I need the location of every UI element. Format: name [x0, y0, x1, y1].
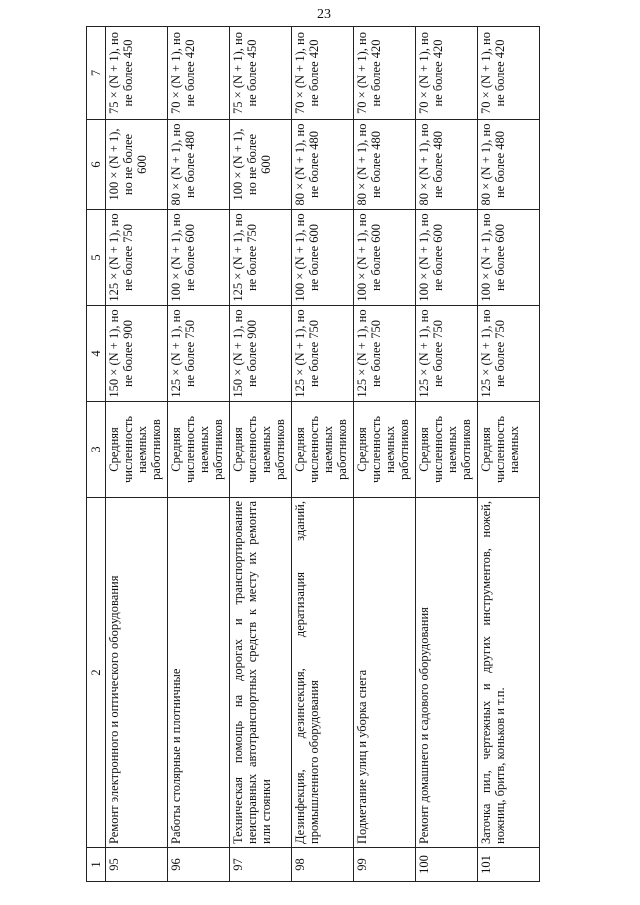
table-row	[106, 27, 168, 882]
value-col-4: 125 × (N + 1), но не более 750	[354, 306, 416, 402]
indicator-basis: Средняя численность наемных работников	[292, 402, 354, 498]
table-row	[416, 27, 478, 882]
value-col-7: 70 × (N + 1), но не более 420	[478, 27, 540, 120]
indicator-basis: Средняя численность наемных	[478, 402, 540, 498]
value-col-4: 125 × (N + 1), но не более 750	[416, 306, 478, 402]
value-col-6: 80 × (N + 1), но не более 480	[478, 120, 540, 210]
value-col-5: 100 × (N + 1), но не более 600	[354, 210, 416, 306]
value-col-6: 80 × (N + 1), но не более 480	[168, 120, 230, 210]
row-number: 96	[168, 848, 230, 882]
header-cell-3: 3	[87, 402, 106, 498]
value-col-7: 70 × (N + 1), но не более 420	[168, 27, 230, 120]
value-col-5: 100 × (N + 1), но не более 600	[292, 210, 354, 306]
activity-table	[86, 26, 540, 882]
activity-name: Подметание улиц и уборка снега	[354, 498, 416, 848]
value-col-5: 125 × (N + 1), но не более 750	[230, 210, 292, 306]
value-col-6: 80 × (N + 1), но не более 480	[354, 120, 416, 210]
activity-name: Техническая помощь на дорогах и транспортирование неисправных автотранспортных средств к месту их ремонта или стоянки	[230, 498, 292, 848]
table-row	[168, 27, 230, 882]
row-number: 98	[292, 848, 354, 882]
activity-name: Дезинфекция, дезинсекция, дератизация зданий, промышленного оборудования	[292, 498, 354, 848]
activity-name: Заточка пил, чертежных и других инструментов, ножей, ножниц, бритв, коньков и т.п.	[478, 498, 540, 848]
header-cell-6: 6	[87, 120, 106, 210]
table-row	[292, 27, 354, 882]
header-cell-7: 7	[87, 27, 106, 120]
value-col-4: 150 × (N + 1), но не более 900	[106, 306, 168, 402]
value-col-4: 125 × (N + 1), но не более 750	[292, 306, 354, 402]
value-col-7: 70 × (N + 1), но не более 420	[292, 27, 354, 120]
table-row	[230, 27, 292, 882]
row-number: 97	[230, 848, 292, 882]
value-col-7: 70 × (N + 1), но не более 420	[416, 27, 478, 120]
header-cell-1: 1	[87, 848, 106, 882]
activity-name: Ремонт электронного и оптического оборудования	[106, 498, 168, 848]
value-col-5: 100 × (N + 1), но не более 600	[168, 210, 230, 306]
value-col-7: 75 × (N + 1), но не более 450	[106, 27, 168, 120]
value-col-6: 80 × (N + 1), но не более 480	[416, 120, 478, 210]
value-col-6: 100 × (N + 1), но не более 600	[106, 120, 168, 210]
value-col-4: 125 × (N + 1), но не более 750	[168, 306, 230, 402]
header-cell-4: 4	[87, 306, 106, 402]
value-col-4: 150 × (N + 1), но не более 900	[230, 306, 292, 402]
value-col-6: 80 × (N + 1), но не более 480	[292, 120, 354, 210]
indicator-basis: Средняя численность наемных работников	[168, 402, 230, 498]
activity-name: Ремонт домашнего и садового оборудования	[416, 498, 478, 848]
rotated-table-wrapper	[86, 27, 541, 882]
row-number: 99	[354, 848, 416, 882]
indicator-basis: Средняя численность наемных работников	[106, 402, 168, 498]
value-col-7: 75 × (N + 1), но не более 450	[230, 27, 292, 120]
row-number: 95	[106, 848, 168, 882]
indicator-basis: Средняя численность наемных работников	[416, 402, 478, 498]
table-row	[478, 27, 540, 882]
value-col-7: 70 × (N + 1), но не более 420	[354, 27, 416, 120]
value-col-4: 125 × (N + 1), но не более 750	[478, 306, 540, 402]
page-number: 23	[317, 7, 331, 22]
table-row	[354, 27, 416, 882]
value-col-5: 100 × (N + 1), но не более 600	[478, 210, 540, 306]
row-number: 100	[416, 848, 478, 882]
value-col-5: 100 × (N + 1), но не более 600	[416, 210, 478, 306]
value-col-6: 100 × (N + 1), но не более 600	[230, 120, 292, 210]
indicator-basis: Средняя численность наемных работников	[230, 402, 292, 498]
activity-name: Работы столярные и плотничные	[168, 498, 230, 848]
row-number: 101	[478, 848, 540, 882]
value-col-5: 125 × (N + 1), но не более 750	[106, 210, 168, 306]
header-row	[87, 27, 106, 882]
header-cell-2: 2	[87, 498, 106, 848]
header-cell-5: 5	[87, 210, 106, 306]
indicator-basis: Средняя численность наемных работников	[354, 402, 416, 498]
